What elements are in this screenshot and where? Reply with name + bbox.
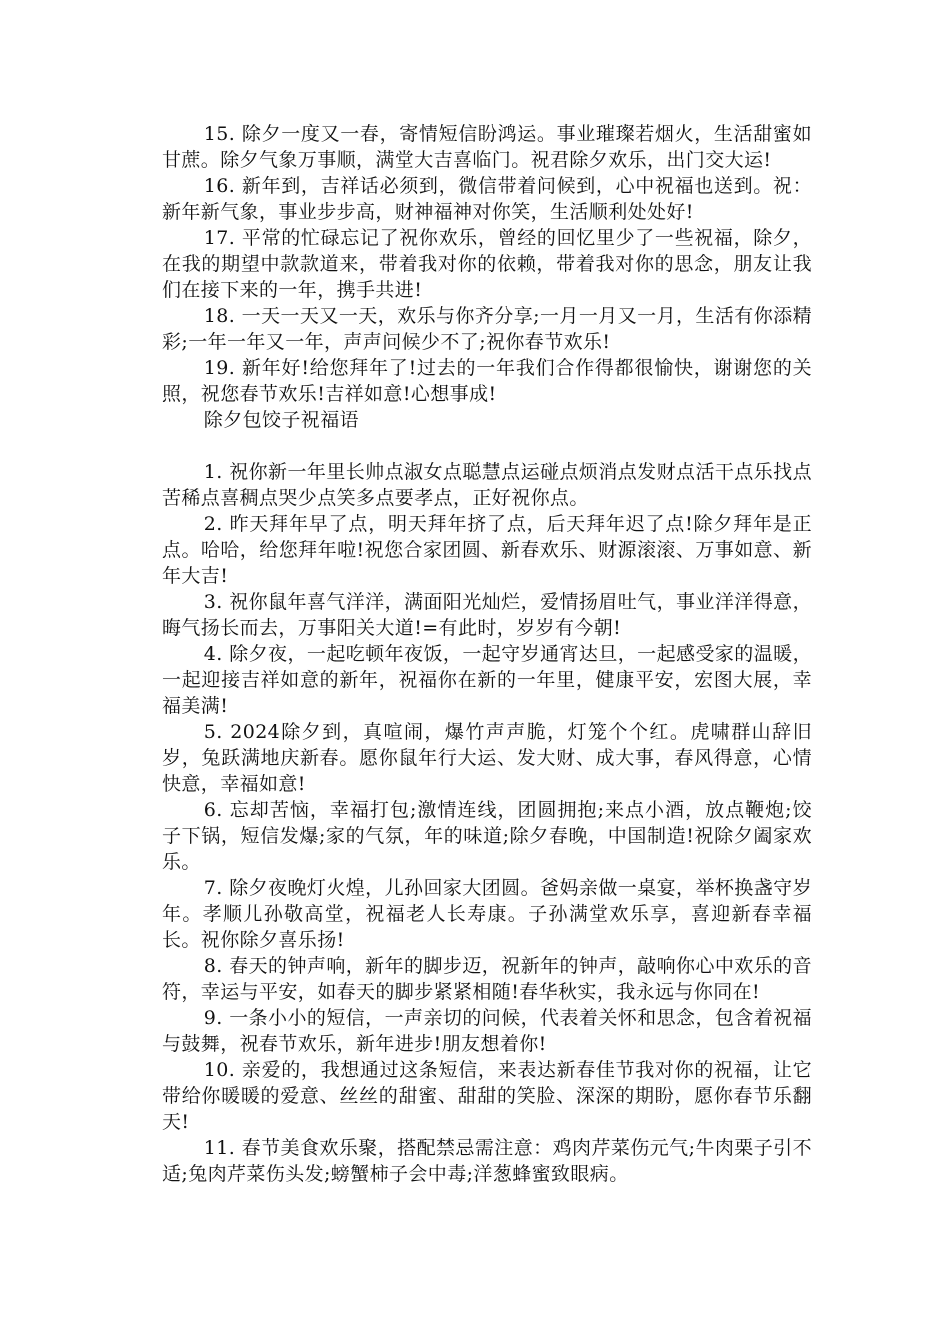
blessing-17: 17. 平常的忙碌忘记了祝你欢乐，曾经的回忆里少了一些祝福，除夕，在我的期望中款款道来，带着我对你的依赖，带着我对你的思念，朋友让我们在接下来的一年，携手共进! bbox=[162, 227, 812, 301]
blessing-16: 16. 新年到，吉祥话必须到，微信带着问候到，心中祝福也送到。祝：新年新气象，事业步步高，财神福神对你笑，生活顺利处处好! bbox=[162, 175, 812, 223]
section-spacer bbox=[162, 433, 812, 459]
document-body bbox=[162, 121, 812, 1187]
dumpling-blessing-9: 9. 一条小小的短信，一声亲切的问候，代表着关怀和思念，包含着祝福与鼓舞，祝春节欢乐，新年进步!朋友想着你! bbox=[162, 1007, 812, 1055]
dumpling-blessing-4: 4. 除夕夜，一起吃顿年夜饭，一起守岁通宵达旦，一起感受家的温暖，一起迎接吉祥如意的新年，祝福你在新的一年里，健康平安，宏图大展，幸福美满! bbox=[162, 643, 812, 717]
blessing-19: 19. 新年好!给您拜年了!过去的一年我们合作得都很愉快，谢谢您的关照，祝您春节欢乐!吉祥如意!心想事成! bbox=[162, 357, 812, 405]
dumpling-blessing-8: 8. 春天的钟声响，新年的脚步迈，祝新年的钟声，敲响你心中欢乐的音符，幸运与平安，如春天的脚步紧紧相随!春华秋实，我永远与你同在! bbox=[162, 955, 812, 1003]
blessing-15: 15. 除夕一度又一春，寄情短信盼鸿运。事业璀璨若烟火，生活甜蜜如甘蔗。除夕气象万事顺，满堂大吉喜临门。祝君除夕欢乐，出门交大运! bbox=[162, 123, 812, 171]
dumpling-blessing-2: 2. 昨天拜年早了点，明天拜年挤了点，后天拜年迟了点!除夕拜年是正点。哈哈，给您拜年啦!祝您合家团圆、新春欢乐、财源滚滚、万事如意、新年大吉! bbox=[162, 513, 812, 587]
dumpling-blessing-11: 11. 春节美食欢乐聚，搭配禁忌需注意：鸡肉芹菜伤元气;牛肉栗子引不适;兔肉芹菜伤头发;螃蟹柿子会中毒;洋葱蜂蜜致眼病。 bbox=[162, 1137, 812, 1185]
dumpling-blessing-1: 1. 祝你新一年里长帅点淑女点聪慧点运碰点烦消点发财点活干点乐找点苦稀点喜稠点哭少点笑多点要孝点，正好祝你点。 bbox=[162, 461, 812, 509]
dumpling-blessing-10: 10. 亲爱的，我想通过这条短信，来表达新春佳节我对你的祝福，让它带给你暖暖的爱意、丝丝的甜蜜、甜甜的笑脸、深深的期盼，愿你春节乐翻天! bbox=[162, 1059, 812, 1133]
dumpling-blessing-7: 7. 除夕夜晚灯火煌，儿孙回家大团圆。爸妈亲做一桌宴，举杯换盏守岁年。孝顺儿孙敬高堂，祝福老人长寿康。子孙满堂欢乐享，喜迎新春幸福长。祝你除夕喜乐扬! bbox=[162, 877, 812, 951]
section-title: 除夕包饺子祝福语 bbox=[203, 409, 359, 431]
dumpling-blessing-3: 3. 祝你鼠年喜气洋洋，满面阳光灿烂，爱情扬眉吐气，事业洋洋得意，晦气扬长而去，万事阳关大道!=有此时，岁岁有今朝! bbox=[162, 591, 812, 639]
dumpling-blessing-5: 5. 2024除夕到，真喧闹，爆竹声声脆，灯笼个个红。虎啸群山辞旧岁，兔跃满地庆新春。愿你鼠年行大运、发大财、成大事，春风得意，心情快意，幸福如意! bbox=[162, 721, 812, 795]
blessing-18: 18. 一天一天又一天，欢乐与你齐分享;一月一月又一月，生活有你添精彩;一年一年又一年，声声问候少不了;祝你春节欢乐! bbox=[162, 305, 812, 353]
dumpling-blessing-6: 6. 忘却苦恼，幸福打包;激情连线，团圆拥抱;来点小酒，放点鞭炮;饺子下锅，短信发爆;家的气氛，年的味道;除夕春晚，中国制造!祝除夕阖家欢乐。 bbox=[162, 799, 812, 873]
